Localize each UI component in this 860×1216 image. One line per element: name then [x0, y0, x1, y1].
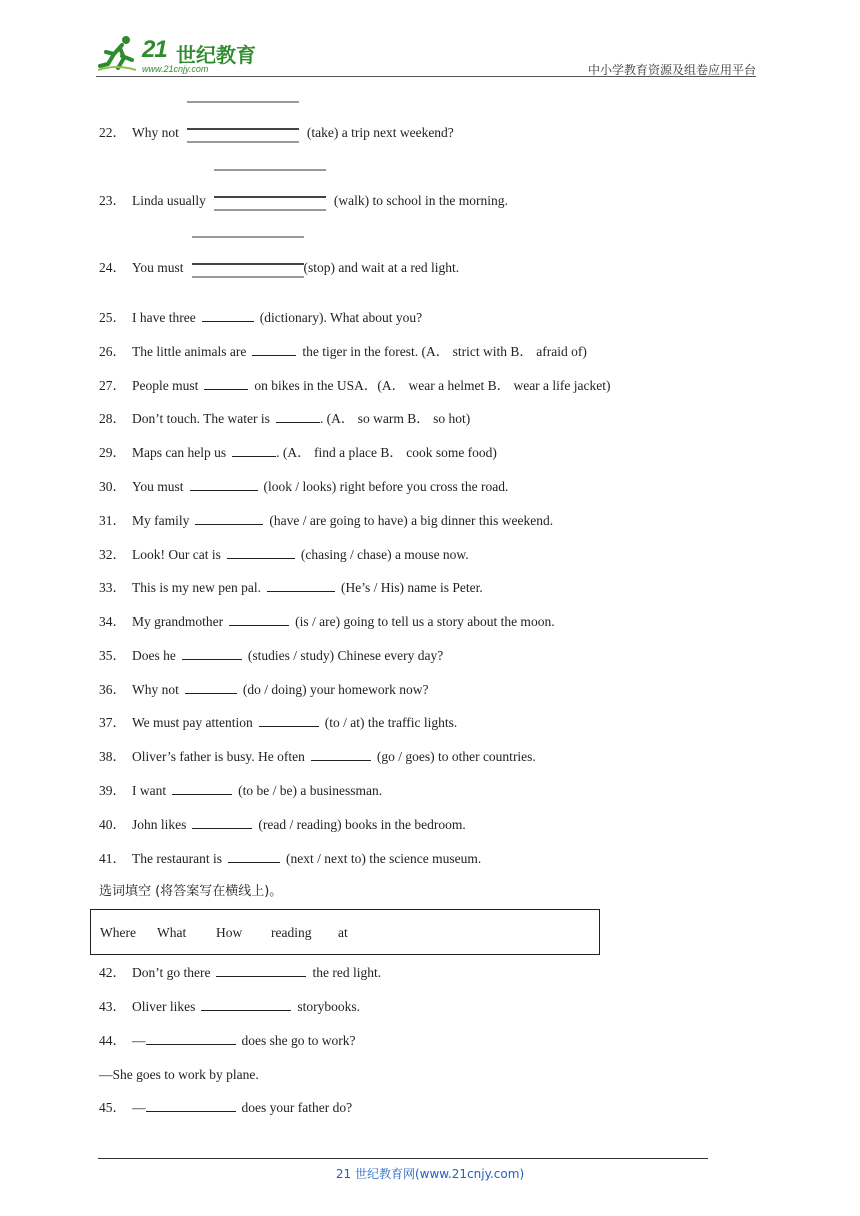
answer-blank[interactable]	[195, 512, 263, 525]
answer-blank[interactable]	[259, 714, 319, 727]
question-30: 30． You must (look / looks) right before you cross the road.	[99, 479, 509, 494]
running-man-icon	[96, 34, 140, 74]
header-platform-text: 中小学教育资源及组卷应用平台	[587, 63, 756, 77]
question-25: 25． I have three (dictionary). What about you?	[99, 310, 423, 325]
answer-blank[interactable]	[192, 816, 252, 829]
word-option: at	[338, 925, 348, 940]
question-44: 44． — does she go to work?	[99, 1033, 356, 1048]
answer-blank[interactable]	[187, 123, 299, 137]
logo-number: 21	[142, 36, 167, 63]
logo-chinese: 世纪教育	[176, 43, 256, 67]
question-23: 23． Linda usually (walk) to school in the morning.	[99, 191, 508, 210]
answer-blank[interactable]	[146, 1099, 236, 1112]
question-33: 33． This is my new pen pal. (He’s / His) name is Peter.	[99, 580, 483, 595]
answer-blank[interactable]	[201, 998, 291, 1011]
answer-blank[interactable]	[232, 444, 276, 457]
footer-divider	[98, 1158, 708, 1159]
answer-line-44: —She goes to work by plane.	[99, 1067, 259, 1082]
question-41: 41． The restaurant is (next / next to) the science museum.	[99, 851, 482, 866]
answer-blank[interactable]	[192, 258, 304, 272]
question-43: 43． Oliver likes storybooks.	[99, 999, 361, 1014]
page-header	[96, 34, 756, 80]
answer-blank[interactable]	[202, 309, 254, 322]
logo	[96, 34, 256, 76]
answer-blank[interactable]	[185, 681, 237, 694]
word-bank	[90, 909, 600, 955]
answer-blank[interactable]	[267, 579, 335, 592]
question-39: 39． I want (to be / be) a businessman.	[99, 783, 383, 798]
question-28: 28． Don’t touch. The water is . (A． so warm B． so hot)	[99, 411, 471, 426]
logo-url: www.21cnjy.com	[142, 64, 209, 74]
question-24: 24． You must (stop) and wait at a red light.	[99, 258, 459, 277]
answer-blank[interactable]	[228, 850, 280, 863]
question-27: 27． People must on bikes in the USA．(A． wear a helmet B． wear a life jacket)	[99, 378, 611, 393]
answer-blank[interactable]	[311, 748, 371, 761]
header-divider	[96, 76, 756, 77]
question-36: 36． Why not (do / doing) your homework now?	[99, 682, 429, 697]
question-22: 22． Why not (take) a trip next weekend?	[99, 123, 454, 142]
answer-blank[interactable]	[172, 782, 232, 795]
question-32: 32． Look! Our cat is (chasing / chase) a mouse now.	[99, 547, 469, 562]
answer-blank[interactable]	[276, 410, 320, 423]
answer-blank[interactable]	[229, 613, 289, 626]
answer-blank[interactable]	[146, 1032, 236, 1045]
question-45: 45． — does your father do?	[99, 1100, 353, 1115]
question-26: 26． The little animals are the tiger in the forest. (A． strict with B． afraid of)	[99, 344, 587, 359]
question-38: 38． Oliver’s father is busy. He often (go / goes) to other countries.	[99, 749, 536, 764]
question-31: 31． My family (have / are going to have) a big dinner this weekend.	[99, 513, 554, 528]
answer-blank[interactable]	[216, 964, 306, 977]
question-37: 37． We must pay attention (to / at) the traffic lights.	[99, 715, 458, 730]
question-42: 42． Don’t go there the red light.	[99, 965, 382, 980]
answer-blank[interactable]	[190, 478, 258, 491]
answer-blank[interactable]	[182, 647, 242, 660]
question-29: 29． Maps can help us . (A． find a place B． cook some food)	[99, 445, 497, 460]
question-40: 40． John likes (read / reading) books in the bedroom.	[99, 817, 466, 832]
footer-link[interactable]: 21 世纪教育网(www.21cnjy.com)	[335, 1167, 525, 1181]
answer-blank[interactable]	[227, 546, 295, 559]
answer-blank[interactable]	[252, 343, 296, 356]
section-title: 选词填空 (将答案写在横线上)。	[99, 884, 283, 899]
word-option: reading	[271, 925, 312, 940]
question-34: 34． My grandmother (is / are) going to tell us a story about the moon.	[99, 614, 555, 629]
answer-blank[interactable]	[214, 191, 326, 205]
word-option: Where	[100, 925, 136, 940]
word-option: How	[216, 925, 243, 940]
question-35: 35． Does he (studies / study) Chinese every day?	[99, 648, 444, 663]
word-option: What	[157, 925, 187, 940]
answer-blank[interactable]	[204, 377, 248, 390]
